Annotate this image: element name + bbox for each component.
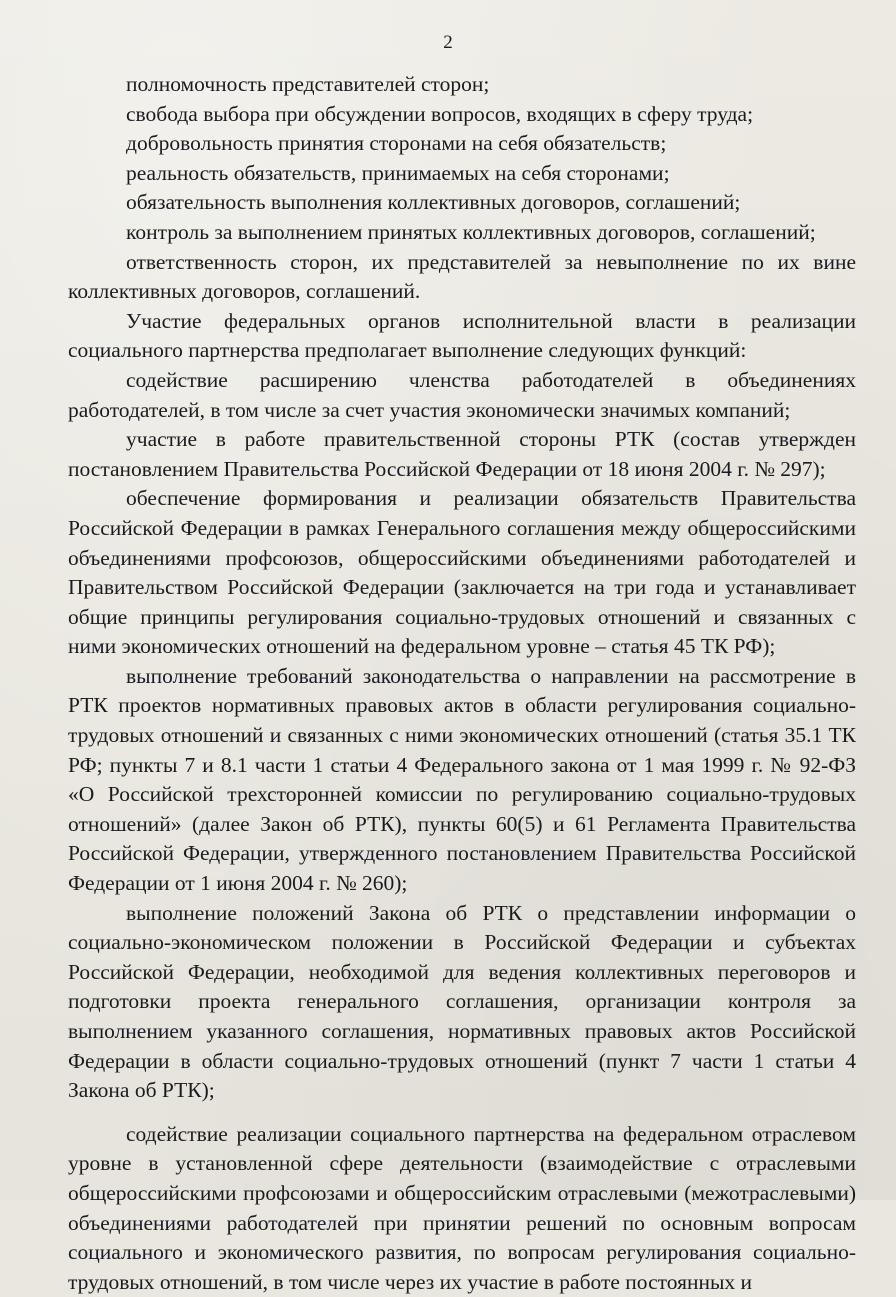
paragraph: выполнение положений Закона об РТК о представлении информации о социально-экономическом положении в Российской Федерации и субъектах Российской Федерации, необходимой для ведения коллективных переговоров и подготовки проекта генерального соглашения, организации контроля за выполнением указанного соглашения, нормативных правовых актов Российской Федерации в области социально-трудовых отношений (пункт 7 части 1 статьи 4 Закона об РТК); xyxy=(68,900,856,1103)
paragraph: ответственность сторон, их представителей за невыполнение по их вине коллективных договоров, соглашений. xyxy=(68,249,856,304)
paragraph: обеспечение формирования и реализации обязательств Правительства Российской Федерации в рамках Генерального соглашения между общероссийскими объединениями профсоюзов, общероссийскими объединениями работодателей и Правительством Российской Федерации (заключается на три года и устанавливает общие принципы регулирования социально-трудовых отношений и связанных с ними экономических отношений на федеральном уровне – статья 45 ТК РФ); xyxy=(68,486,856,659)
document-body xyxy=(68,70,856,1297)
paragraph: обязательность выполнения коллективных договоров, соглашений; xyxy=(126,190,741,215)
paragraph: Участие федеральных органов исполнительной власти в реализации социального партнерства предполагает выполнение следующих функций: xyxy=(68,308,856,363)
paragraph: полномочность представителей сторон; xyxy=(126,72,490,96)
paragraph: содействие реализации социального партнерства на федеральном отраслевом уровне в установленной сфере деятельности (взаимодействие с отраслевыми общероссийскими профсоюзами и общероссийским отраслевыми (межотраслевыми) объединениями работодателей при принятии решений по основным вопросам социального и экономического развития, по вопросам регулирования социально-трудовых отношений, в том числе через их участие в работе постоянных и xyxy=(68,1121,856,1294)
paragraph: добровольность принятия сторонами на себя обязательств; xyxy=(126,131,667,156)
paragraph: участие в работе правительственной стороны РТК (состав утвержден постановлением Правительства Российской Федерации от 18 июня 2004 г. № 297); xyxy=(68,427,856,481)
paragraph: свобода выбора при обсуждении вопросов, входящих в сферу труда; xyxy=(126,101,754,126)
paragraph: выполнение требований законодательства о направлении на рассмотрение в РТК проектов нормативных правовых актов в области регулирования социально-трудовых отношений и связанных с ними экономических отношений (статья 35.1 ТК РФ; пункты 7 и 8.1 части 1 статьи 4 Федерального закона от 1 мая 1999 г. № 92-ФЗ «О Российской трехсторонней комиссии по регулированию социально-трудовых отношений» (далее Закон об РТК), пункты 60(5) и 61 Регламента Правительства Российской Федерации, утвержденного постановлением Правительства Российской Федерации от 1 июня 2004 г. № 260); xyxy=(68,663,856,896)
page-number: 2 xyxy=(443,32,453,53)
paragraph: реальность обязательств, принимаемых на себя сторонами; xyxy=(126,160,670,185)
paragraph: содействие расширению членства работодателей в объединениях работодателей, в том числе за счет участия экономически значимых компаний; xyxy=(68,367,856,422)
paragraph: контроль за выполнением принятых коллективных договоров, соглашений; xyxy=(126,219,816,244)
